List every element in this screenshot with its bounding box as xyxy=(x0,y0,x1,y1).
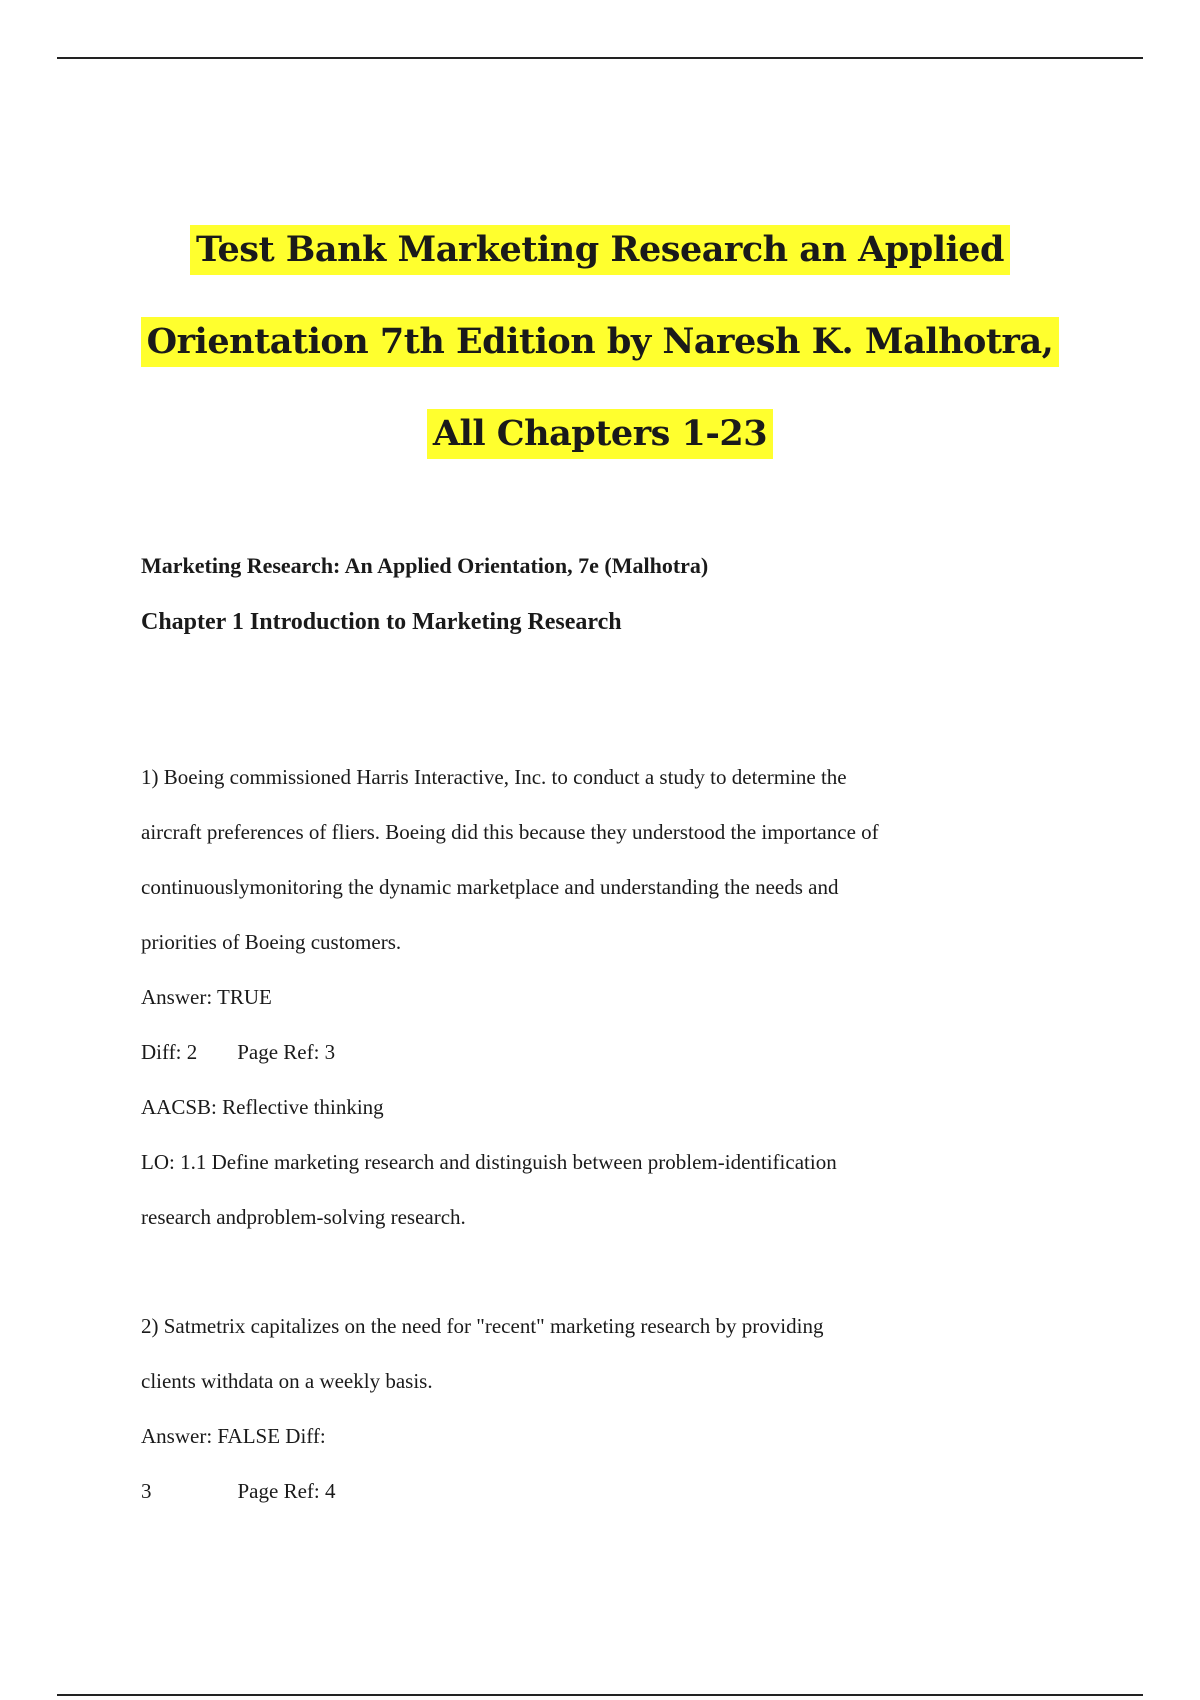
top-rule xyxy=(57,57,1143,59)
question-text-line: 1) Boeing commissioned Harris Interactive, Inc. to conduct a study to determine the xyxy=(141,765,847,789)
diff-pageref-line xyxy=(141,1464,1041,1519)
title-line: Test Bank Marketing Research an Applied xyxy=(0,204,1200,296)
diff-pageref-line xyxy=(141,1025,1041,1080)
question-2 xyxy=(141,1299,1041,1519)
title-line: Orientation 7th Edition by Naresh K. Malhotra, xyxy=(0,296,1200,388)
learning-objective-line: research andproblem-solving research. xyxy=(141,1205,466,1229)
bottom-rule xyxy=(57,1694,1143,1696)
question-text-line: continuouslymonitoring the dynamic marketplace and understanding the needs and xyxy=(141,875,839,899)
question-text-line: priorities of Boeing customers. xyxy=(141,930,402,954)
learning-objective-line: LO: 1.1 Define marketing research and distinguish between problem-identification xyxy=(141,1150,837,1174)
aacsb: AACSB: Reflective thinking xyxy=(141,1095,384,1119)
title-line: All Chapters 1-23 xyxy=(0,388,1200,480)
question-1 xyxy=(141,750,1041,1245)
question-text-line: 2) Satmetrix capitalizes on the need for "recent" marketing research by providing xyxy=(141,1314,824,1338)
difficulty-value: 3 xyxy=(141,1479,152,1503)
answer: Answer: FALSE Diff: xyxy=(141,1424,326,1448)
page-ref: Page Ref: 4 xyxy=(237,1479,336,1503)
chapter-heading: Chapter 1 Introduction to Marketing Research xyxy=(141,609,622,635)
document-title xyxy=(0,204,1200,480)
question-text-line: aircraft preferences of fliers. Boeing did this because they understood the importance of xyxy=(141,820,879,844)
page-ref: Page Ref: 3 xyxy=(237,1040,336,1064)
question-text-line: clients withdata on a weekly basis. xyxy=(141,1369,433,1393)
difficulty: Diff: 2 xyxy=(141,1040,198,1064)
answer: Answer: TRUE xyxy=(141,985,272,1009)
book-heading: Marketing Research: An Applied Orientation, 7e (Malhotra) xyxy=(141,553,709,578)
